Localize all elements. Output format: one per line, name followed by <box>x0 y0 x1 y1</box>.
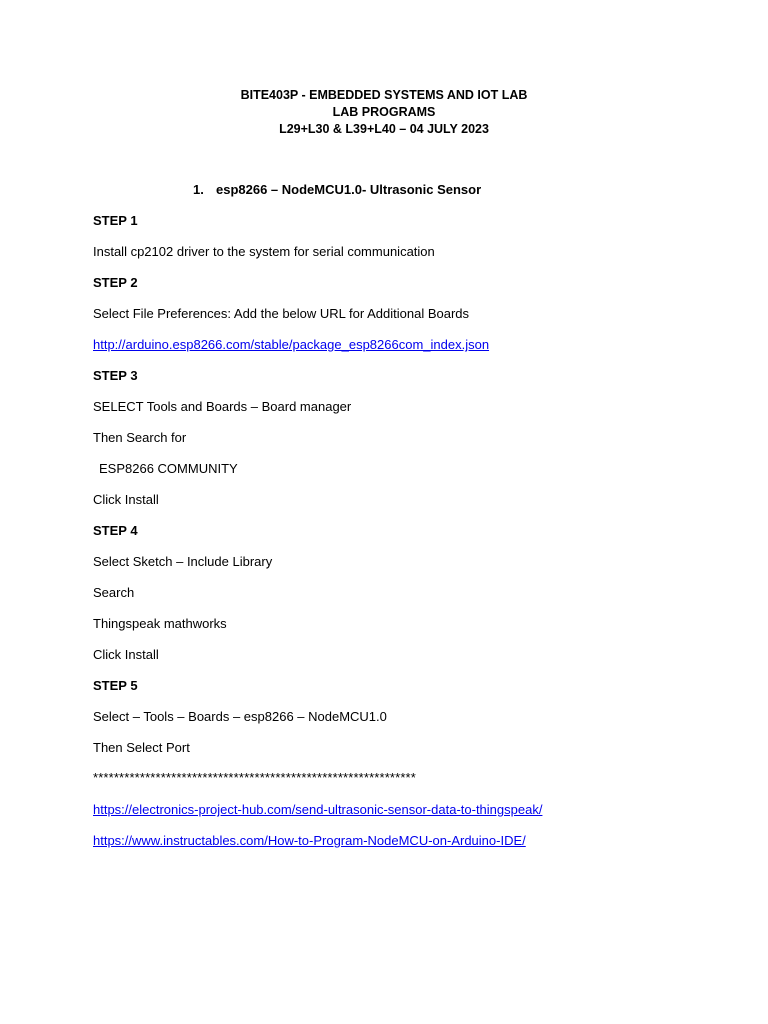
step4-text-3: Thingspeak mathworks <box>93 616 227 631</box>
step4-text-1: Select Sketch – Include Library <box>93 554 273 569</box>
step3-label: STEP 3 <box>93 368 138 383</box>
step3-text-1: SELECT Tools and Boards – Board manager <box>93 399 352 414</box>
step3-text-2: Then Search for <box>93 430 187 445</box>
separator-line: ************************************************************** <box>93 770 416 785</box>
step4-text-4: Click Install <box>93 647 159 662</box>
step4-label: STEP 4 <box>93 523 138 538</box>
reference-link-2[interactable]: https://www.instructables.com/How-to-Program-NodeMCU-on-Arduino-IDE/ <box>93 833 526 848</box>
step2-label: STEP 2 <box>93 275 138 290</box>
document-header <box>0 87 768 138</box>
course-title: BITE403P - EMBEDDED SYSTEMS AND IOT LAB <box>240 88 528 102</box>
program-name: esp8266 – NodeMCU1.0- Ultrasonic Sensor <box>216 182 482 197</box>
program-number: 1. <box>193 182 204 197</box>
step2-text: Select File Preferences: Add the below URL for Additional Boards <box>93 306 470 321</box>
step5-text-1: Select – Tools – Boards – esp8266 – NodeMCU1.0 <box>93 709 387 724</box>
step1-text: Install cp2102 driver to the system for serial communication <box>93 244 435 259</box>
step1-label: STEP 1 <box>93 213 138 228</box>
step3-text-3: ESP8266 COMMUNITY <box>99 461 238 476</box>
session-date: L29+L30 & L39+L40 – 04 JULY 2023 <box>279 122 489 136</box>
lab-programs-heading: LAB PROGRAMS <box>332 105 436 119</box>
step3-text-4: Click Install <box>93 492 159 507</box>
step5-text-2: Then Select Port <box>93 740 190 755</box>
reference-link-1[interactable]: https://electronics-project-hub.com/send-ultrasonic-sensor-data-to-thingspeak/ <box>93 802 543 817</box>
boards-url-link[interactable]: http://arduino.esp8266.com/stable/package_esp8266com_index.json <box>93 337 490 352</box>
program-title <box>193 181 481 198</box>
step4-text-2: Search <box>93 585 135 600</box>
step5-label: STEP 5 <box>93 678 138 693</box>
